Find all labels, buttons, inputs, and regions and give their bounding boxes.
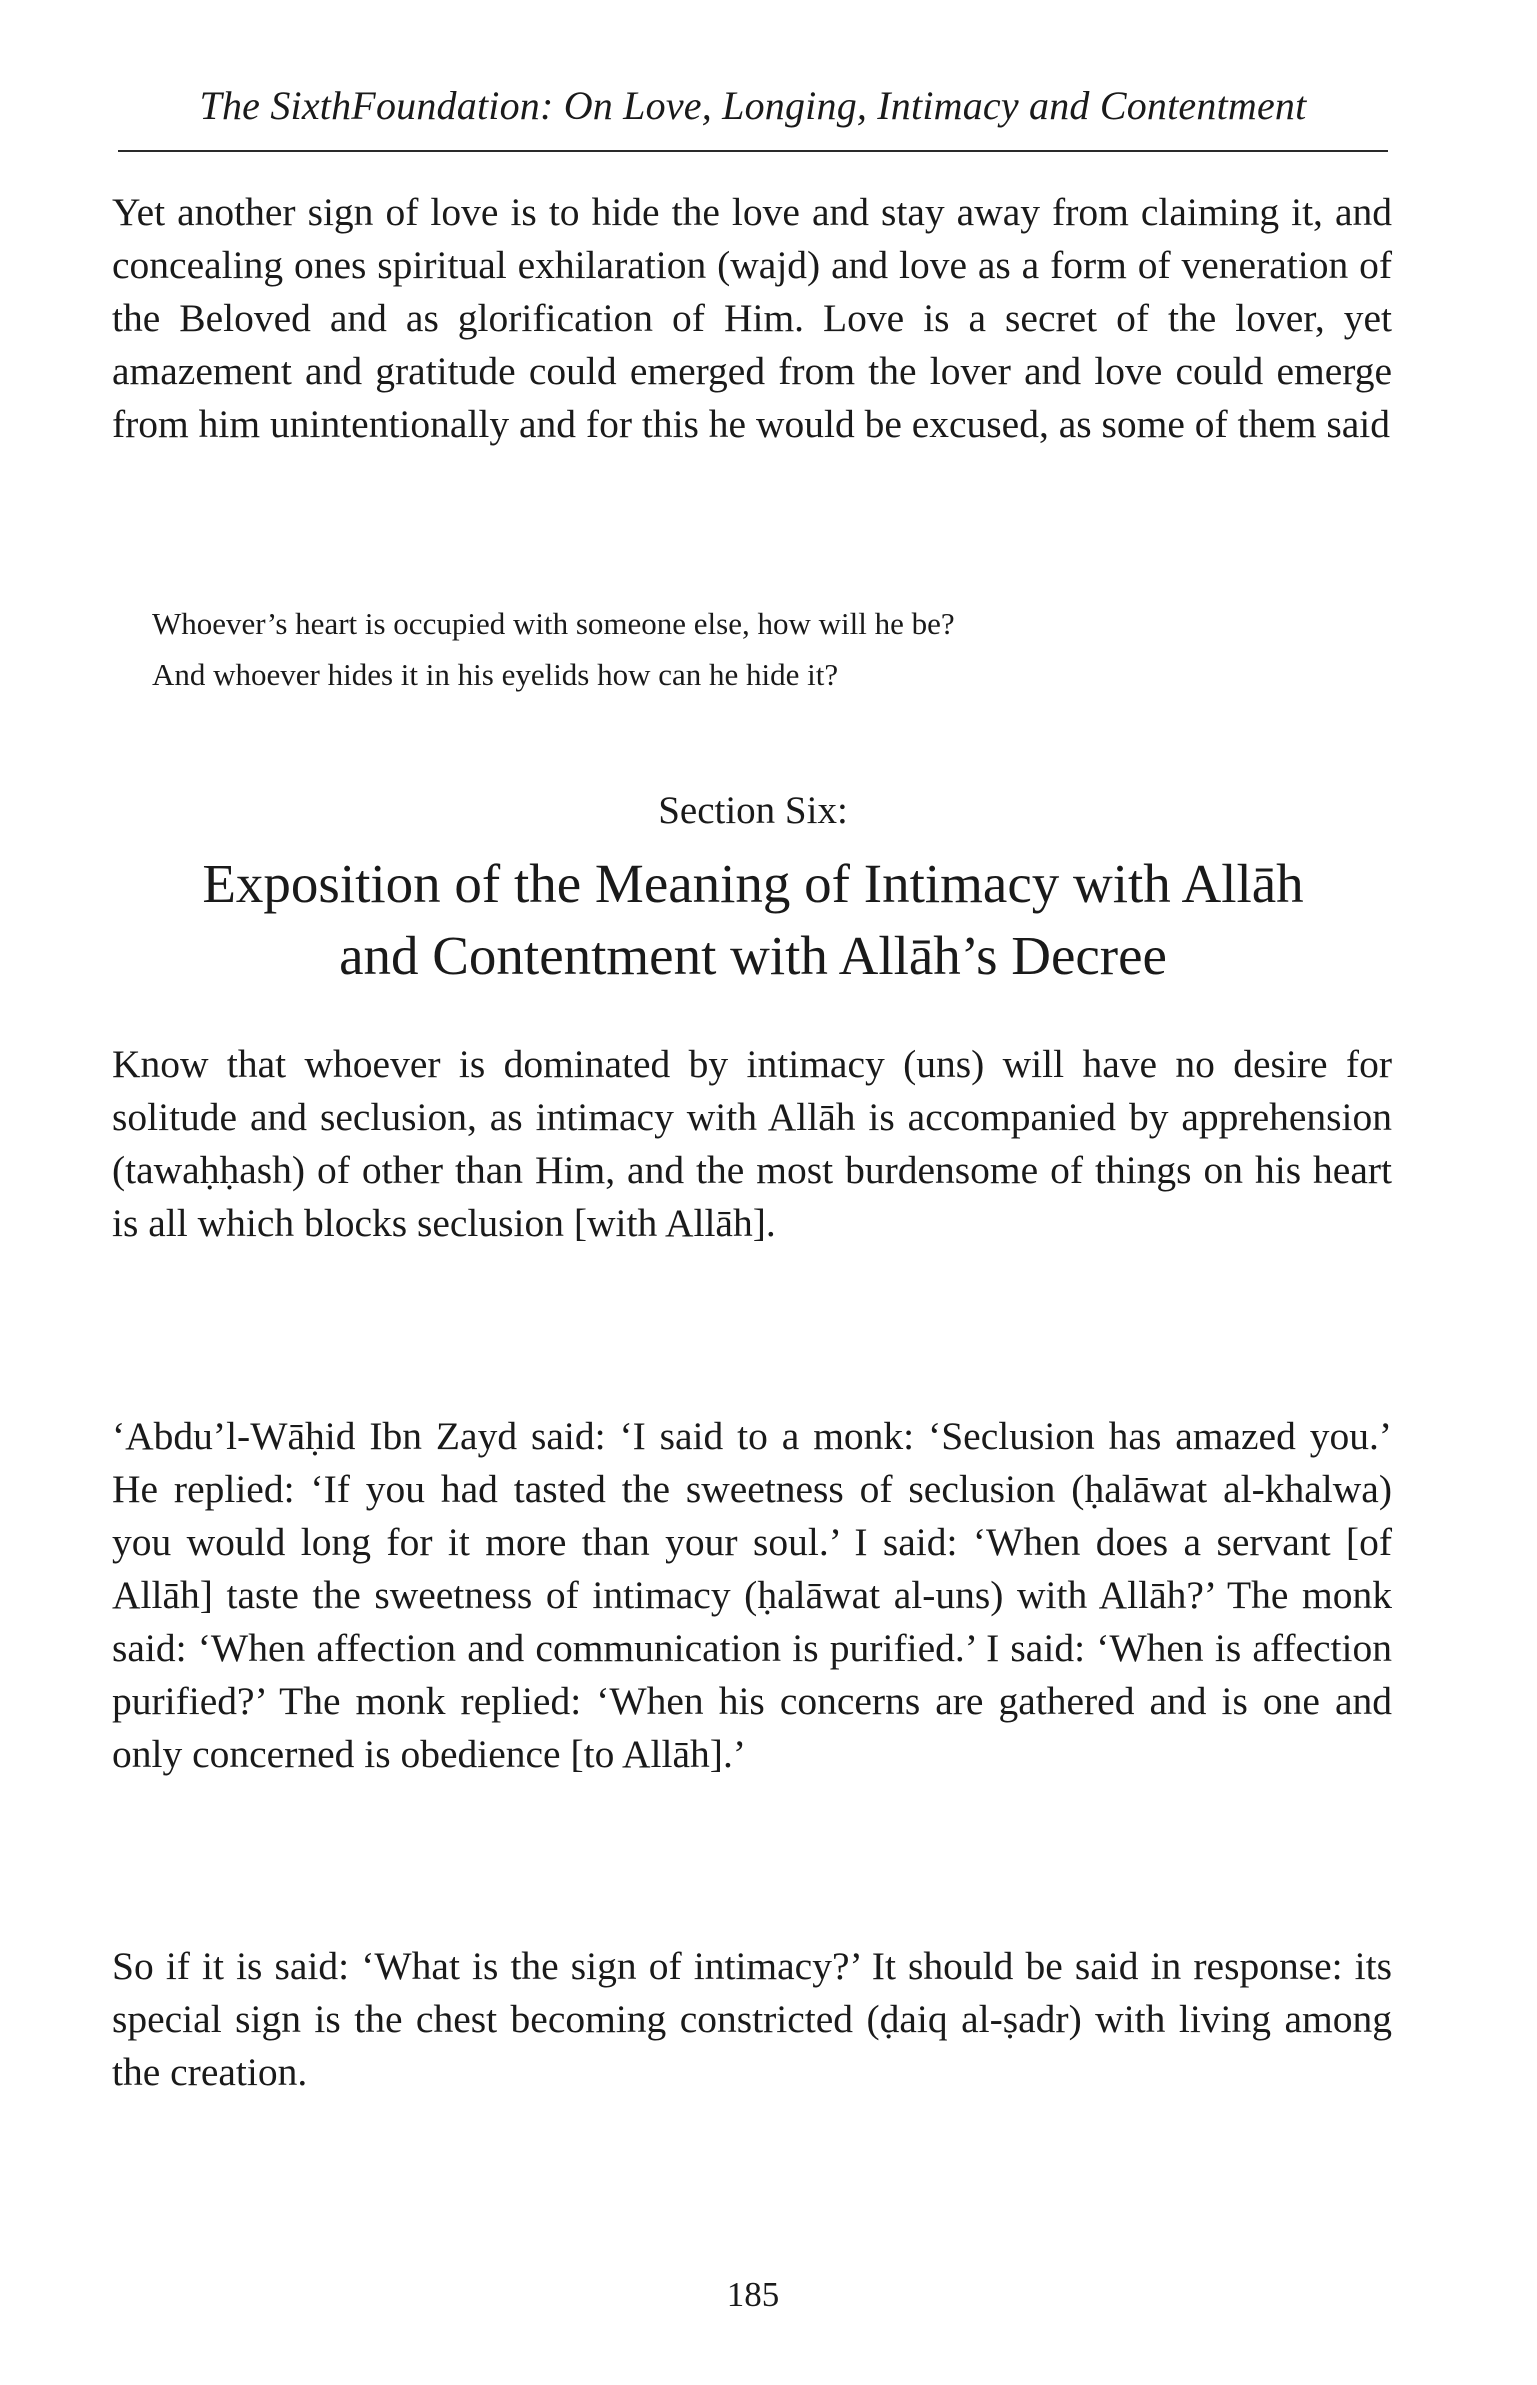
paragraph-love-sign: Yet another sign of love is to hide the love and stay away from claiming it, and concealing ones spiritual exhilaration (wajd) and love as a form of veneration of the Beloved and as glorification of Him. Love is a secret of the lover, yet amazement and gratitude could emerged from the lover and love could emerge from him unintentionally and for this he would be excused, as some of them said [112, 190, 1392, 446]
paragraph-sign-of-intimacy: So if it is said: ‘What is the sign of intimacy?’ It should be said in response: its special sign is the chest becoming constricted (ḍaiq al-ṣadr) with living among the creation. [112, 1944, 1392, 2094]
section-title-line-1: Exposition of the Meaning of Intimacy with Allāh [202, 853, 1304, 914]
header-rule [118, 150, 1388, 152]
section-title [118, 848, 1388, 992]
running-header: The SixthFoundation: On Love, Longing, Intimacy and Contentment [199, 83, 1307, 128]
section-label: Section Six: [658, 789, 848, 832]
paragraph-intimacy: Know that whoever is dominated by intimacy (uns) will have no desire for solitude and seclusion, as intimacy with Allāh is accompanied by apprehension (tawaḥḥash) of other than Him, and the most burdensome of things on his heart is all which blocks seclusion [with Allāh]. [112, 1042, 1392, 1245]
poem-quote [152, 598, 1352, 700]
section-title-line-2: and Contentment with Allāh’s Decree [339, 925, 1167, 986]
poem-line-2: And whoever hides it in his eyelids how can he hide it? [152, 657, 839, 692]
poem-line-1: Whoever’s heart is occupied with someone else, how will he be? [152, 606, 955, 641]
paragraph-monk-dialogue: ‘Abdu’l-Wāḥid Ibn Zayd said: ‘I said to a monk: ‘Seclusion has amazed you.’ He replied: ‘If you had tasted the sweetness of seclusion (ḥalāwat al-khalwa) you would long for it more than your soul.’ I said: ‘When does a servant [of Allāh] taste the sweetness of intimacy (ḥalāwat al-uns) with Allāh?’ The monk said: ‘When affection and communication is purified.’ I said: ‘When is affection purified?’ The monk replied: ‘When his concerns are gathered and is one and only concerned is obedience [to Allāh].’ [112, 1414, 1392, 1776]
page-number: 185 [726, 2275, 780, 2314]
